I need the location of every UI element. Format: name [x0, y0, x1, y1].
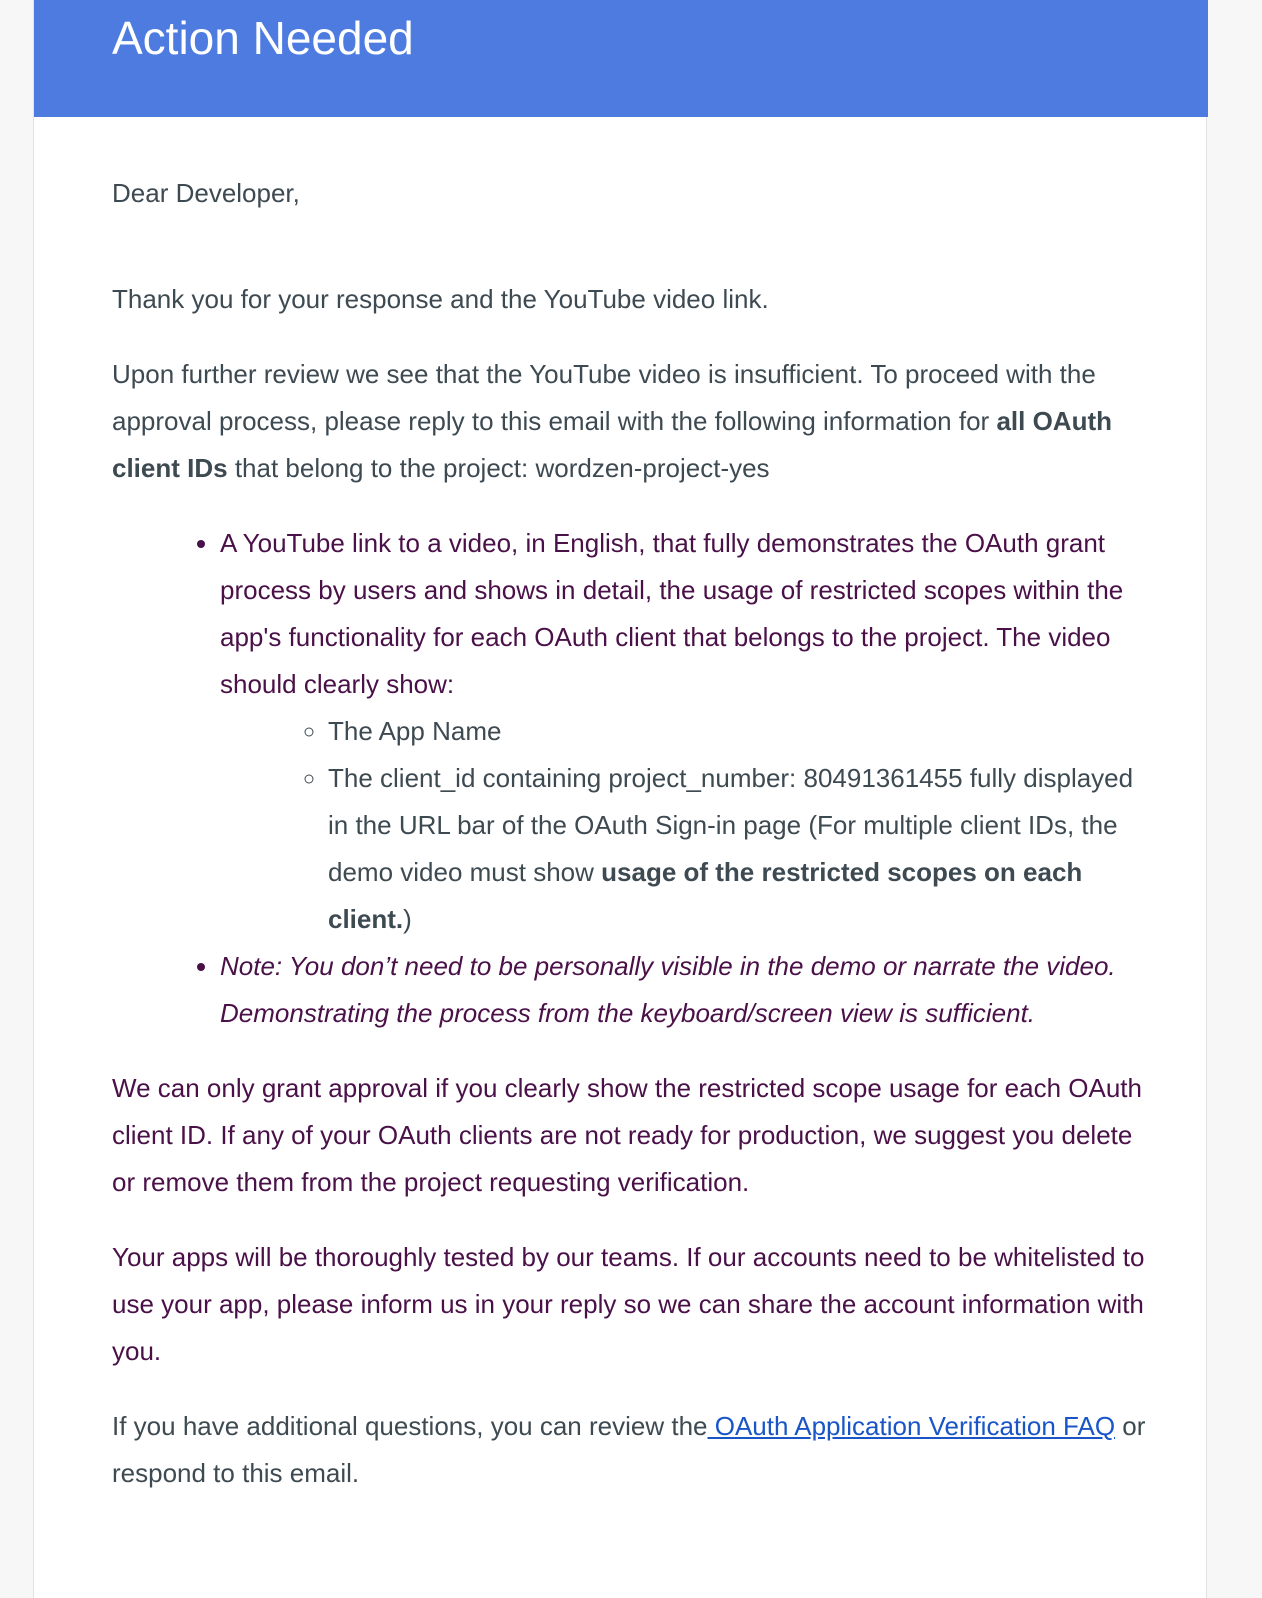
review-paragraph: [112, 351, 1152, 492]
client-id-tail: ): [403, 904, 412, 934]
app-name-text: The App Name: [328, 716, 502, 746]
page-title: Action Needed: [112, 12, 414, 64]
client-id-text: The client_id containing project_number: 80491361455 fully displayed in the URL bar of the OAuth Sign-in page (For multiple client IDs, the demo video must show: [328, 763, 1134, 887]
note-text: : You don’t need to be personally visible in the demo or narrate the video. Demonstrating the process from the keyboard/screen view is sufficient.: [220, 951, 1116, 1028]
list-item: [220, 520, 1152, 943]
review-tail: that belong to the project: wordzen-project-yes: [227, 453, 770, 483]
list-item-app-name: [328, 708, 1152, 755]
faq-link[interactable]: OAuth Application Verification FAQ: [707, 1411, 1116, 1441]
faq-paragraph: [112, 1403, 1152, 1497]
email-body: [112, 170, 1152, 1525]
video-details-list: [220, 708, 1152, 943]
list-item-note: [220, 943, 1152, 1037]
header-banner: [34, 0, 1208, 117]
video-requirement-text: A YouTube link to a video, in English, that fully demonstrates the OAuth grant process by users and shows in detail, the usage of restricted scopes within the app's functionality for each OAuth client that belongs to the project. The video should clearly show:: [220, 528, 1124, 699]
requirements-list: [112, 520, 1152, 1037]
approval-paragraph: We can only grant approval if you clearly show the restricted scope usage for each OAuth client ID. If any of your OAuth clients are not ready for production, we suggest you delete or remove them from the project requesting verification.: [112, 1073, 1142, 1197]
greeting: Dear Developer,: [112, 178, 300, 208]
testing-paragraph: Your apps will be thoroughly tested by our teams. If our accounts need to be whitelisted to use your app, please inform us in your reply so we can share the account information with you.: [112, 1242, 1145, 1366]
list-item-client-id: [328, 755, 1152, 943]
review-bold: all OAuth client IDs: [112, 406, 1112, 483]
note-label: Note: [220, 951, 275, 981]
faq-after: or respond to this email.: [112, 1411, 1146, 1488]
thanks-paragraph: Thank you for your response and the YouTube video link.: [112, 284, 769, 314]
review-text: Upon further review we see that the YouTube video is insufficient. To proceed with the approval process, please reply to this email with the following information for: [112, 359, 1096, 436]
email-card: [33, 0, 1207, 1598]
client-id-bold: usage of the restricted scopes on each client.: [328, 857, 1083, 934]
faq-before: If you have additional questions, you can review the: [112, 1411, 708, 1441]
